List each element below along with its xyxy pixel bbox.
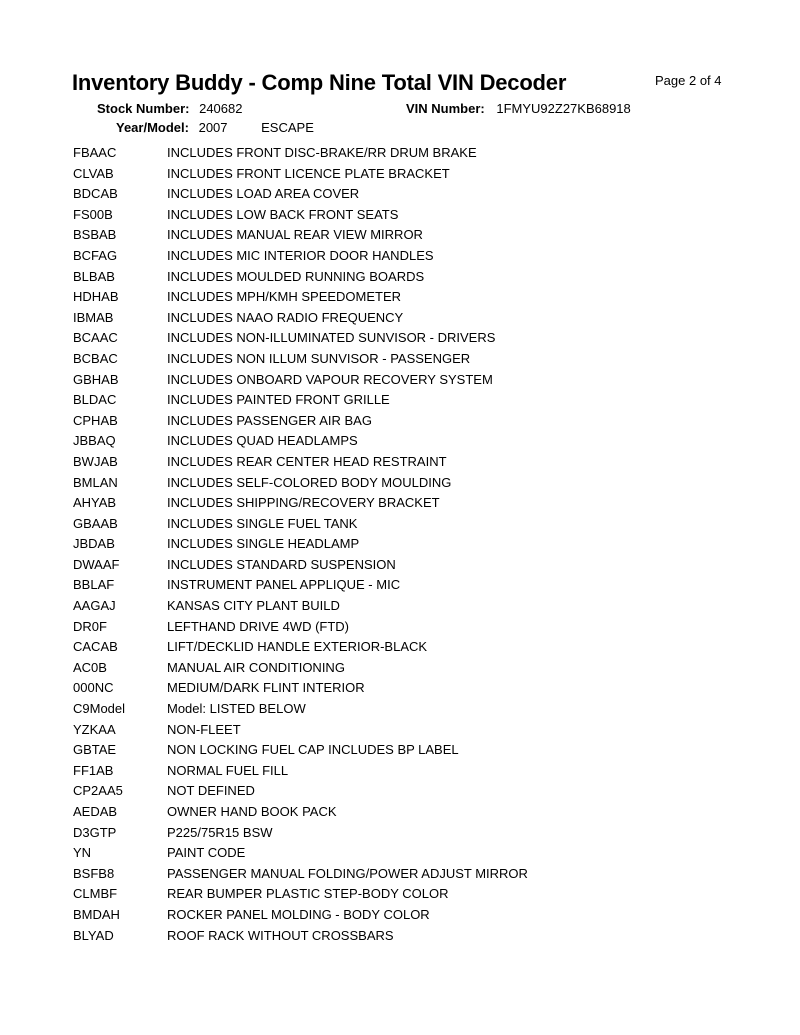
option-description: MEDIUM/DARK FLINT INTERIOR <box>167 680 365 696</box>
option-description: LEFTHAND DRIVE 4WD (FTD) <box>167 618 349 634</box>
option-description: KANSAS CITY PLANT BUILD <box>167 598 340 614</box>
option-description: PAINT CODE <box>167 845 246 861</box>
option-code: DR0F <box>73 618 107 634</box>
list-item <box>73 226 753 247</box>
list-item <box>73 844 753 865</box>
list-item <box>73 906 753 927</box>
option-code: C9Model <box>73 701 126 717</box>
list-item <box>73 721 753 742</box>
stock-number-row <box>97 101 242 116</box>
option-code: BMLAN <box>73 474 118 490</box>
option-description: LIFT/DECKLID HANDLE EXTERIOR-BLACK <box>167 639 428 655</box>
list-item <box>73 782 753 803</box>
list-item <box>73 741 753 762</box>
option-code: FBAAC <box>73 145 117 160</box>
option-description: INCLUDES PAINTED FRONT GRILLE <box>167 392 390 408</box>
page-number: Page 2 of 4 <box>655 73 722 88</box>
list-item <box>73 576 753 597</box>
option-description: INCLUDES LOAD AREA COVER <box>167 186 360 202</box>
option-description: INCLUDES MOULDED RUNNING BOARDS <box>167 268 425 284</box>
option-code: FS00B <box>73 206 113 222</box>
option-code: GBHAB <box>73 371 119 387</box>
option-code: AC0B <box>73 659 107 675</box>
list-item <box>73 865 753 886</box>
option-description: PASSENGER MANUAL FOLDING/POWER ADJUST MIRROR <box>167 865 528 881</box>
option-description: NON-FLEET <box>167 721 241 737</box>
option-code: BWJAB <box>73 453 118 469</box>
page-title: Inventory Buddy - Comp Nine Total VIN Decoder <box>72 70 567 95</box>
list-item <box>73 391 753 412</box>
option-code: BLYAD <box>73 927 114 943</box>
option-description: INCLUDES QUAD HEADLAMPS <box>167 433 358 449</box>
option-code: CLMBF <box>73 886 118 902</box>
list-item <box>73 268 753 289</box>
option-description: INCLUDES FRONT LICENCE PLATE BRACKET <box>167 165 450 181</box>
list-item <box>73 144 753 165</box>
list-item <box>73 371 753 392</box>
list-item <box>73 927 753 948</box>
option-code: 000NC <box>73 680 114 696</box>
year-model-label: Year/Model: <box>116 120 189 135</box>
option-description: INCLUDES FRONT DISC-BRAKE/RR DRUM BRAKE <box>167 145 477 160</box>
option-code: AHYAB <box>73 495 117 511</box>
stock-number-label: Stock Number: <box>97 101 190 116</box>
option-code: YZKAA <box>73 721 116 737</box>
option-code: BSBAB <box>73 227 117 243</box>
option-description: INCLUDES SINGLE HEADLAMP <box>167 536 360 552</box>
option-code: CLVAB <box>73 165 114 181</box>
vin-number-row <box>406 101 631 116</box>
vin-number-label: VIN Number: <box>406 101 485 116</box>
option-description: INCLUDES MPH/KMH SPEEDOMETER <box>167 289 402 305</box>
list-item <box>73 288 753 309</box>
list-item <box>73 803 753 824</box>
option-code: BBLAF <box>73 577 115 593</box>
option-description: NON LOCKING FUEL CAP INCLUDES BP LABEL <box>167 742 459 758</box>
vin-number-value: 1FMYU92Z27KB68918 <box>496 101 631 116</box>
option-description: INCLUDES MIC INTERIOR DOOR HANDLES <box>167 247 434 263</box>
option-code: HDHAB <box>73 289 119 305</box>
list-item <box>73 247 753 268</box>
option-description: INCLUDES NON-ILLUMINATED SUNVISOR - DRIVERS <box>167 330 496 346</box>
option-description: REAR BUMPER PLASTIC STEP-BODY COLOR <box>167 886 449 902</box>
option-description: ROCKER PANEL MOLDING - BODY COLOR <box>167 906 430 922</box>
option-code: D3GTP <box>73 824 117 840</box>
list-item <box>73 453 753 474</box>
year-model-row <box>116 120 314 135</box>
stock-number-value: 240682 <box>199 101 243 116</box>
list-item <box>73 597 753 618</box>
year-value: 2007 <box>198 120 228 135</box>
option-description: INCLUDES NON ILLUM SUNVISOR - PASSENGER <box>167 350 471 366</box>
option-description: INCLUDES PASSENGER AIR BAG <box>167 412 372 428</box>
list-item <box>73 206 753 227</box>
option-code: YN <box>73 845 92 861</box>
option-code: BLBAB <box>73 268 115 284</box>
list-item <box>73 165 753 186</box>
model-value: ESCAPE <box>261 120 314 135</box>
list-item <box>73 556 753 577</box>
option-code: CP2AA5 <box>73 783 123 799</box>
option-code: DWAAF <box>73 556 120 572</box>
option-description: Model: LISTED BELOW <box>167 701 306 717</box>
option-code: GBTAE <box>73 742 117 758</box>
option-description: INSTRUMENT PANEL APPLIQUE - MIC <box>167 577 401 593</box>
option-code: BCFAG <box>73 247 118 263</box>
option-description: OWNER HAND BOOK PACK <box>167 804 337 819</box>
option-code: BCBAC <box>73 350 118 366</box>
option-description: INCLUDES SELF-COLORED BODY MOULDING <box>167 474 452 490</box>
option-description: INCLUDES ONBOARD VAPOUR RECOVERY SYSTEM <box>167 371 493 387</box>
list-item <box>73 432 753 453</box>
option-code: FF1AB <box>73 762 114 778</box>
list-item <box>73 350 753 371</box>
option-code: GBAAB <box>73 515 118 531</box>
option-code: AEDAB <box>73 804 118 819</box>
option-description: NOT DEFINED <box>167 783 255 799</box>
option-code: CPHAB <box>73 412 118 428</box>
list-item <box>73 535 753 556</box>
list-item <box>73 309 753 330</box>
list-item <box>73 185 753 206</box>
list-item <box>73 329 753 350</box>
list-item <box>73 824 753 845</box>
list-item <box>73 700 753 721</box>
option-code: BMDAH <box>73 906 120 922</box>
list-item <box>73 412 753 433</box>
option-description: P225/75R15 BSW <box>167 824 273 840</box>
option-code: CACAB <box>73 639 118 655</box>
option-code: JBDAB <box>73 536 115 552</box>
option-description: MANUAL AIR CONDITIONING <box>167 659 345 675</box>
list-item <box>73 659 753 680</box>
option-code: BDCAB <box>73 186 118 202</box>
list-item <box>73 474 753 495</box>
list-item <box>73 762 753 783</box>
option-description: INCLUDES SINGLE FUEL TANK <box>167 515 358 531</box>
option-code: BSFB8 <box>73 865 115 881</box>
option-description: ROOF RACK WITHOUT CROSSBARS <box>167 927 394 943</box>
list-item <box>73 494 753 515</box>
list-item <box>73 885 753 906</box>
option-code-list <box>73 144 753 947</box>
option-code: JBBAQ <box>73 433 116 449</box>
option-code: AAGAJ <box>73 598 116 614</box>
list-item <box>73 515 753 536</box>
option-description: INCLUDES NAAO RADIO FREQUENCY <box>167 309 404 325</box>
list-item <box>73 638 753 659</box>
option-description: INCLUDES STANDARD SUSPENSION <box>167 556 396 572</box>
option-code: BCAAC <box>73 330 118 346</box>
option-description: INCLUDES REAR CENTER HEAD RESTRAINT <box>167 453 447 469</box>
list-item <box>73 679 753 700</box>
option-code: IBMAB <box>73 309 114 325</box>
option-description: NORMAL FUEL FILL <box>167 762 289 778</box>
option-description: INCLUDES MANUAL REAR VIEW MIRROR <box>167 227 423 243</box>
list-item <box>73 618 753 639</box>
option-description: INCLUDES SHIPPING/RECOVERY BRACKET <box>167 495 440 511</box>
option-code: BLDAC <box>73 392 117 408</box>
option-description: INCLUDES LOW BACK FRONT SEATS <box>167 206 399 222</box>
